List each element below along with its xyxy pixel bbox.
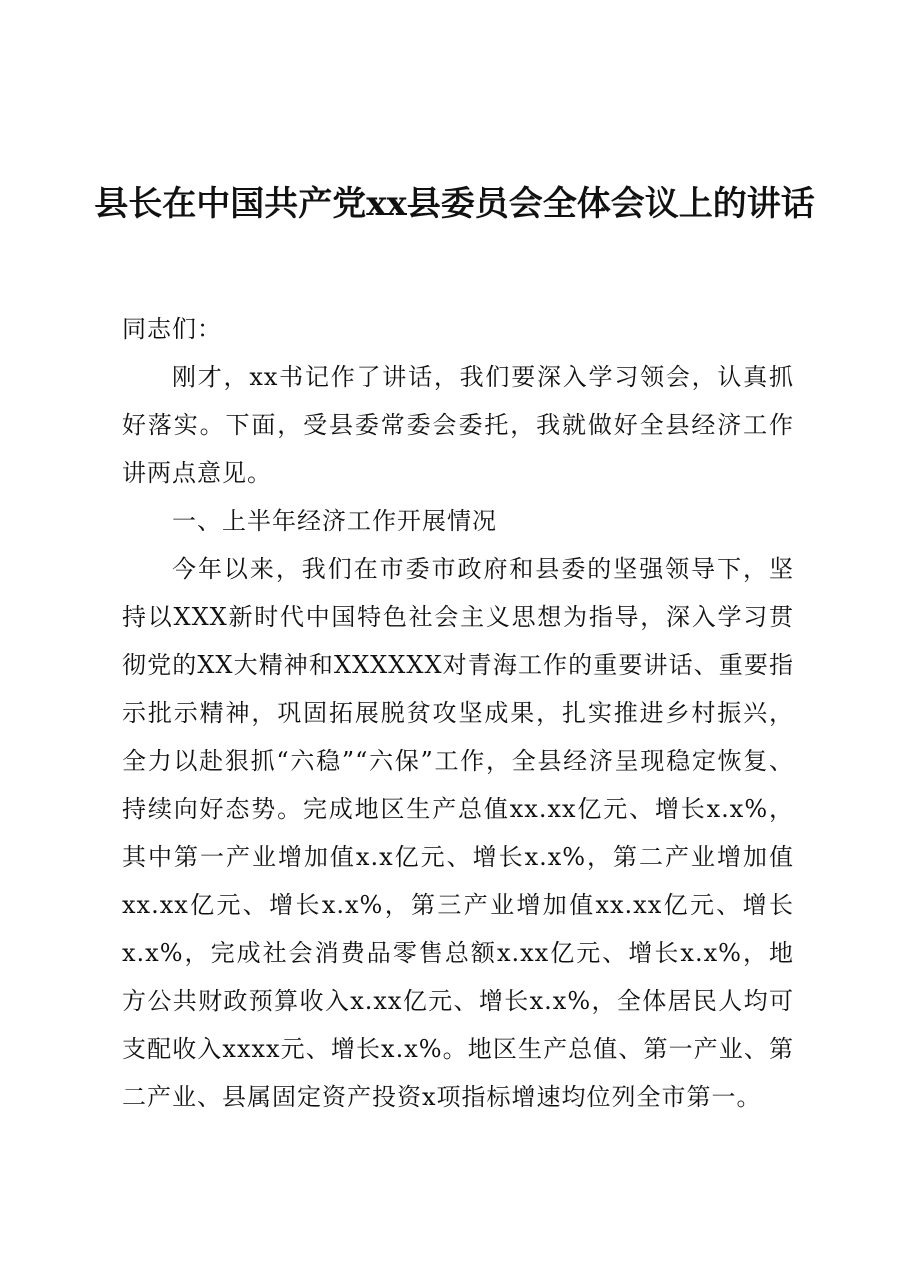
section-heading: 一、上半年经济工作开展情况 [172, 507, 497, 535]
document-body [122, 305, 794, 1121]
salutation: 同志们： [122, 315, 222, 343]
document-title: 县长在中国共产党xx县委员会全体会议上的讲话 [94, 184, 815, 224]
paragraph-intro: 刚才，xx书记作了讲话，我们要深入学习领会，认真抓好落实。下面，受县委常委会委托，我就做好全县经济工作讲两点意见。 [122, 363, 794, 487]
paragraph-economy: 今年以来，我们在市委市政府和县委的坚强领导下，坚持以XXX新时代中国特色社会主义思想为指导，深入学习贯彻党的XX大精神和XXXXXX对青海工作的重要讲话、重要指示批示精神，巩固拓展脱贫攻坚成果，扎实推进乡村振兴，全力以赴狠抓“六稳”“六保”工作，全县经济呈现稳定恢复、持续向好态势。完成地区生产总值xx.xx亿元、增长x.x%，其中第一产业增加值x.x亿元、增长x.x%，第二产业增加值xx.xx亿元、增长x.x%，第三产业增加值xx.xx亿元、增长x.x%，完成社会消费品零售总额x.xx亿元、增长x.x%，地方公共财政预算收入x.xx亿元、增长x.x%，全体居民人均可支配收入xxxx元、增长x.x%。地区生产总值、第一产业、第二产业、县属固定资产投资x项指标增速均位列全市第一。 [122, 555, 794, 1111]
